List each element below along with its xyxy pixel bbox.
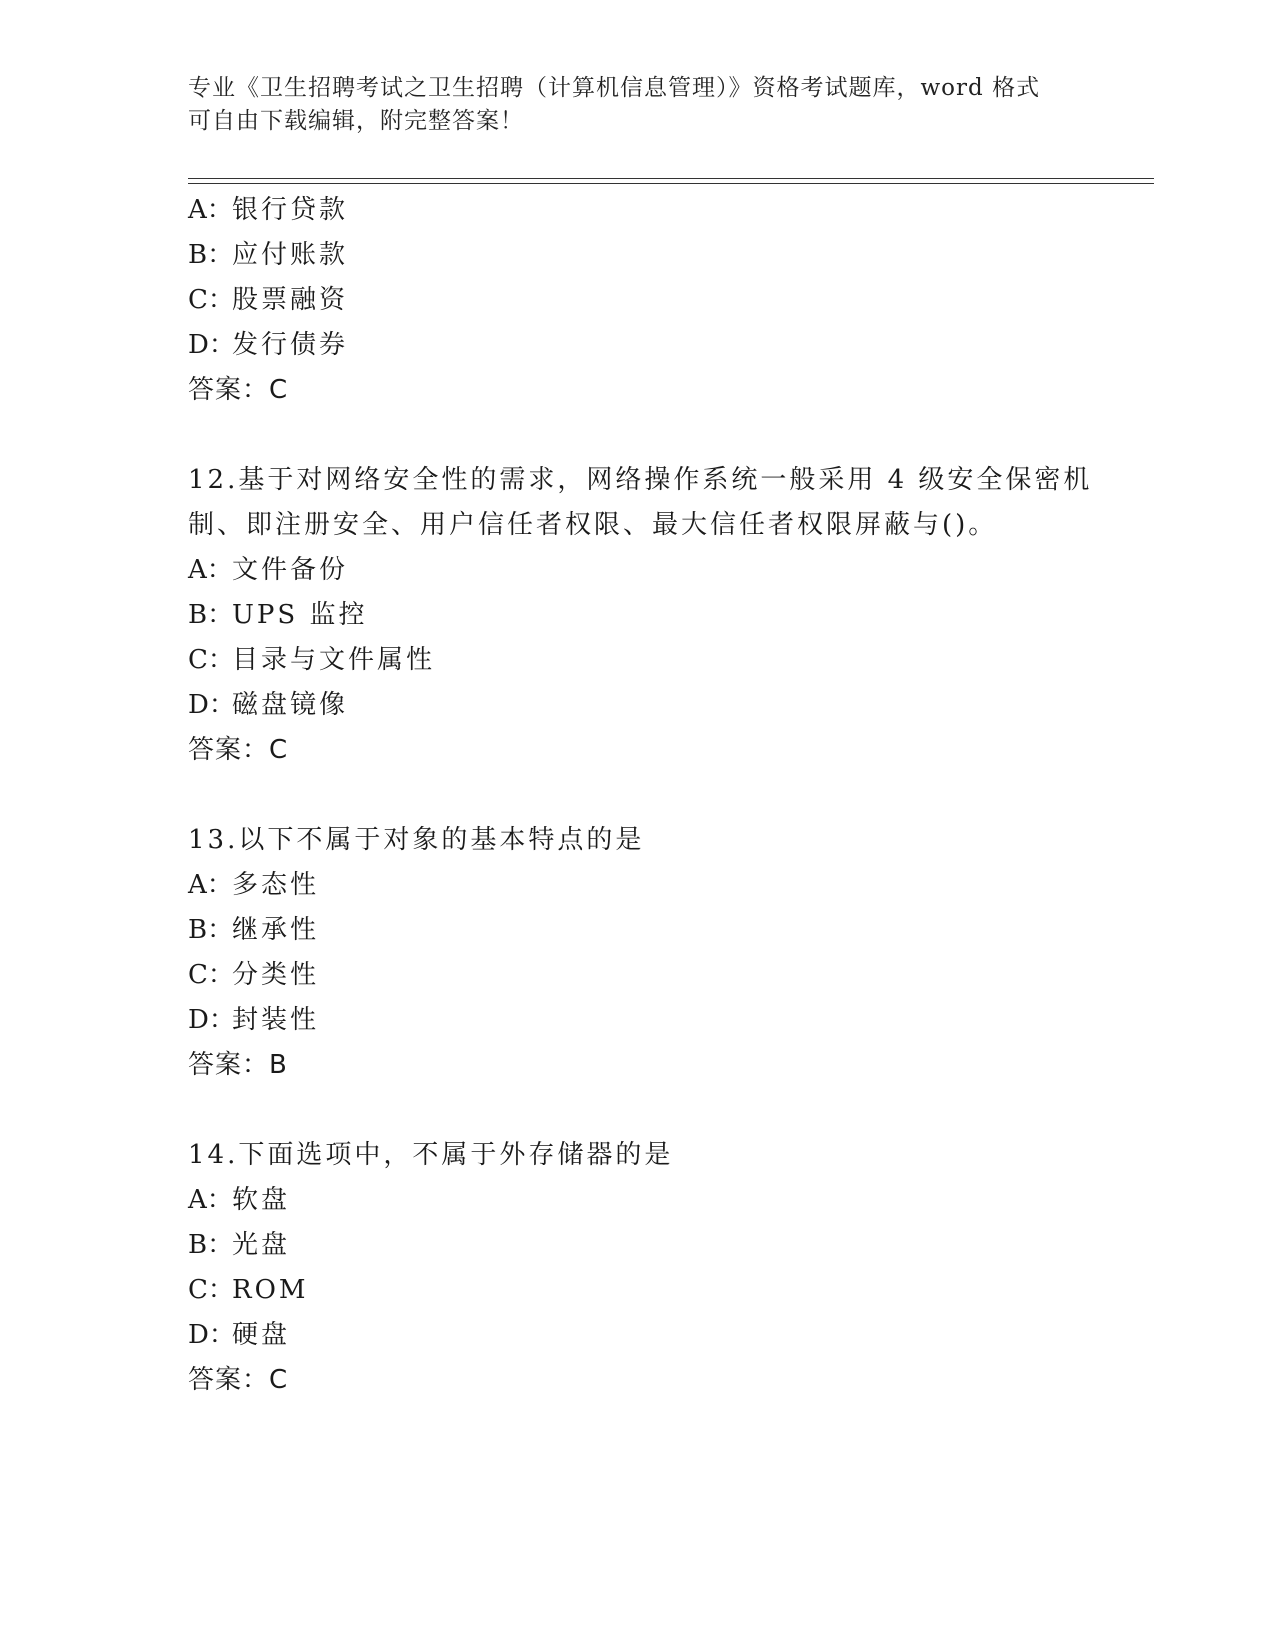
header-divider-bottom [188,183,1154,184]
option-text: 文件备份 [232,555,349,585]
option-row [188,330,348,360]
answer-line: 答案：C [188,375,289,405]
option-row [188,555,348,585]
option-letter: B： [188,915,234,945]
option-letter: C： [188,1275,234,1305]
option-row [188,1005,319,1035]
option-letter: D： [188,330,235,360]
option-text: 磁盘镜像 [232,690,349,720]
answer-line: 答案：B [188,1050,288,1080]
option-text: 银行贷款 [232,195,349,225]
option-text: 分类性 [232,960,320,990]
option-text: UPS 监控 [232,600,368,630]
question-stem: 制、即注册安全、用户信任者权限、最大信任者权限屏蔽与()。 [188,510,998,540]
option-row [188,690,348,720]
answer-line: 答案：C [188,735,289,765]
option-text: 软盘 [232,1185,291,1215]
option-text: 继承性 [232,915,320,945]
option-row [188,1230,290,1260]
option-row [188,1185,290,1215]
option-text: 封装性 [232,1005,320,1035]
option-letter: A： [188,1185,233,1215]
option-row [188,285,348,315]
option-text: 多态性 [232,870,320,900]
question-stem: 12.基于对网络安全性的需求，网络操作系统一般采用 4 级安全保密机 [188,465,1093,495]
document-header [188,72,1088,138]
option-letter: B： [188,1230,234,1260]
option-text: 应付账款 [232,240,349,270]
option-row [188,870,319,900]
option-text: ROM [232,1275,309,1305]
header-divider-top [188,178,1154,179]
option-text: 目录与文件属性 [232,645,436,675]
option-letter: C： [188,960,234,990]
option-letter: A： [188,555,233,585]
option-letter: B： [188,240,234,270]
option-row [188,240,348,270]
option-letter: D： [188,1320,235,1350]
option-row [188,915,319,945]
option-row [188,1275,309,1305]
option-letter: D： [188,690,235,720]
question-stem: 14.下面选项中，不属于外存储器的是 [188,1140,674,1170]
option-letter: A： [188,195,233,225]
option-row [188,645,435,675]
option-letter: D： [188,1005,235,1035]
option-text: 发行债券 [232,330,349,360]
option-letter: C： [188,645,234,675]
question-stem: 13.以下不属于对象的基本特点的是 [188,825,645,855]
option-row [188,1320,290,1350]
header-line-2: 可自由下载编辑，附完整答案！ [188,108,524,134]
option-text: 硬盘 [232,1320,291,1350]
option-text: 光盘 [232,1230,291,1260]
option-row [188,960,319,990]
option-letter: B： [188,600,234,630]
option-letter: A： [188,870,233,900]
option-row [188,600,367,630]
answer-line: 答案：C [188,1365,289,1395]
option-text: 股票融资 [232,285,349,315]
header-line-1: 专业《卫生招聘考试之卫生招聘（计算机信息管理）》资格考试题库，word 格式 [188,75,1041,101]
option-letter: C： [188,285,234,315]
option-row [188,195,348,225]
